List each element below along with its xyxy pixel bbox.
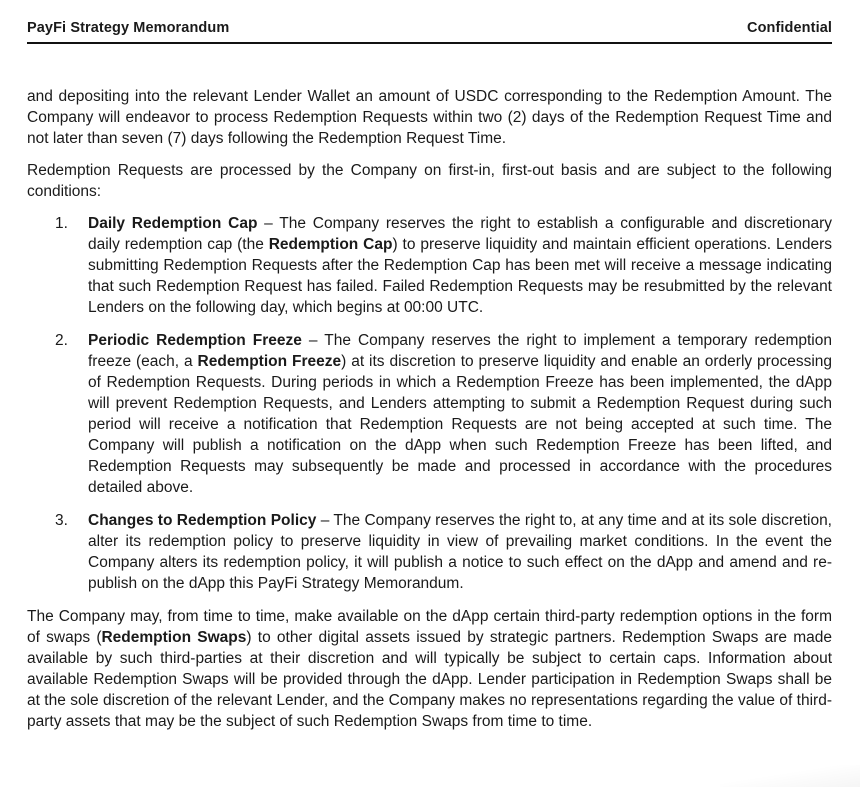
list-item [27, 330, 832, 498]
bold-text: Redemption Cap [268, 236, 393, 253]
text-run: ) to other digital assets issued by strategic partners. Redemption Swaps are made available by such third-parties at their discretion and will typically be subject to certain caps. Information about available Redemption Swaps will be provided through the dApp. Lender participation in Redemption Swaps shall be at the sole discretion of the relevant Lender, and the Company makes no representations regarding the value of third-party assets that may be the subject of such Redemption Swaps from time to time. [27, 629, 832, 730]
list-item-number: 1. [55, 215, 68, 232]
text-run: The Company may, from time to time, make available on the dApp certain third-party redemption options in the form of swaps ( [27, 608, 832, 646]
text-run: – The Company reserves the right to establish a configurable and discretionary daily redemption cap (the [88, 215, 832, 253]
text-run: ) at its discretion to preserve liquidity and enable an orderly processing of Redemption Requests. During periods in which a Redemption Freeze has been implemented, the dApp will prevent Redemption Requests, and Lenders attempting to submit a Redemption Request during such period will receive a notification that Redemption Requests are not being accepted at such time. The Company will publish a notification on the dApp when such Redemption Freeze has been lifted, and Redemption Requests may subsequently be made and processed in accordance with the procedures detailed above. [88, 353, 833, 496]
document-body [27, 86, 832, 732]
paragraph [27, 606, 832, 732]
text-run: – The Company reserves the right to implement a temporary redemption freeze (each, a [88, 332, 832, 370]
paragraph [27, 86, 832, 149]
list-item-number: 3. [55, 512, 68, 529]
text-run: and depositing into the relevant Lender Wallet an amount of USDC corresponding to the Redemption Amount. The Company will endeavor to process Redemption Requests within two (2) days of the Redemption Request Time and not later than seven (7) days following the Redemption Request Time. [27, 88, 832, 147]
bold-text: Changes to Redemption Policy [88, 512, 317, 529]
document-header [27, 20, 832, 44]
page-corner-shadow [720, 765, 860, 787]
list-item-text [88, 213, 832, 318]
list-item-text [88, 330, 832, 498]
text-run: – The Company reserves the right to, at any time and at its sole discretion, alter its redemption policy to preserve liquidity in view of prevailing market conditions. In the event the Company alters its redemption policy, it will publish a notice to such effect on the dApp and amend and re-publish on the dApp this PayFi Strategy Memorandum. [88, 512, 832, 592]
document-title: PayFi Strategy Memorandum [27, 20, 230, 36]
bold-text: Daily Redemption Cap [88, 215, 258, 232]
bold-text: Periodic Redemption Freeze [88, 332, 302, 349]
text-run: ) to preserve liquidity and maintain efficient operations. Lenders submitting Redemption Requests after the Redemption Cap has been met will receive a message indicating that such Redemption Request has failed. Failed Redemption Requests may be resubmitted by the relevant Lenders on the following day, which begins at 00:00 UTC. [88, 236, 832, 316]
bold-text: Redemption Freeze [197, 353, 342, 370]
list-item [27, 213, 832, 318]
text-run: Redemption Requests are processed by the Company on first-in, first-out basis and are subject to the following conditions: [27, 162, 832, 200]
list-item-text [88, 510, 832, 594]
list-item [27, 510, 832, 594]
paragraph [27, 160, 832, 202]
list-item-number: 2. [55, 332, 68, 349]
bold-text: Redemption Swaps [101, 629, 247, 646]
confidential-label: Confidential [747, 20, 832, 36]
